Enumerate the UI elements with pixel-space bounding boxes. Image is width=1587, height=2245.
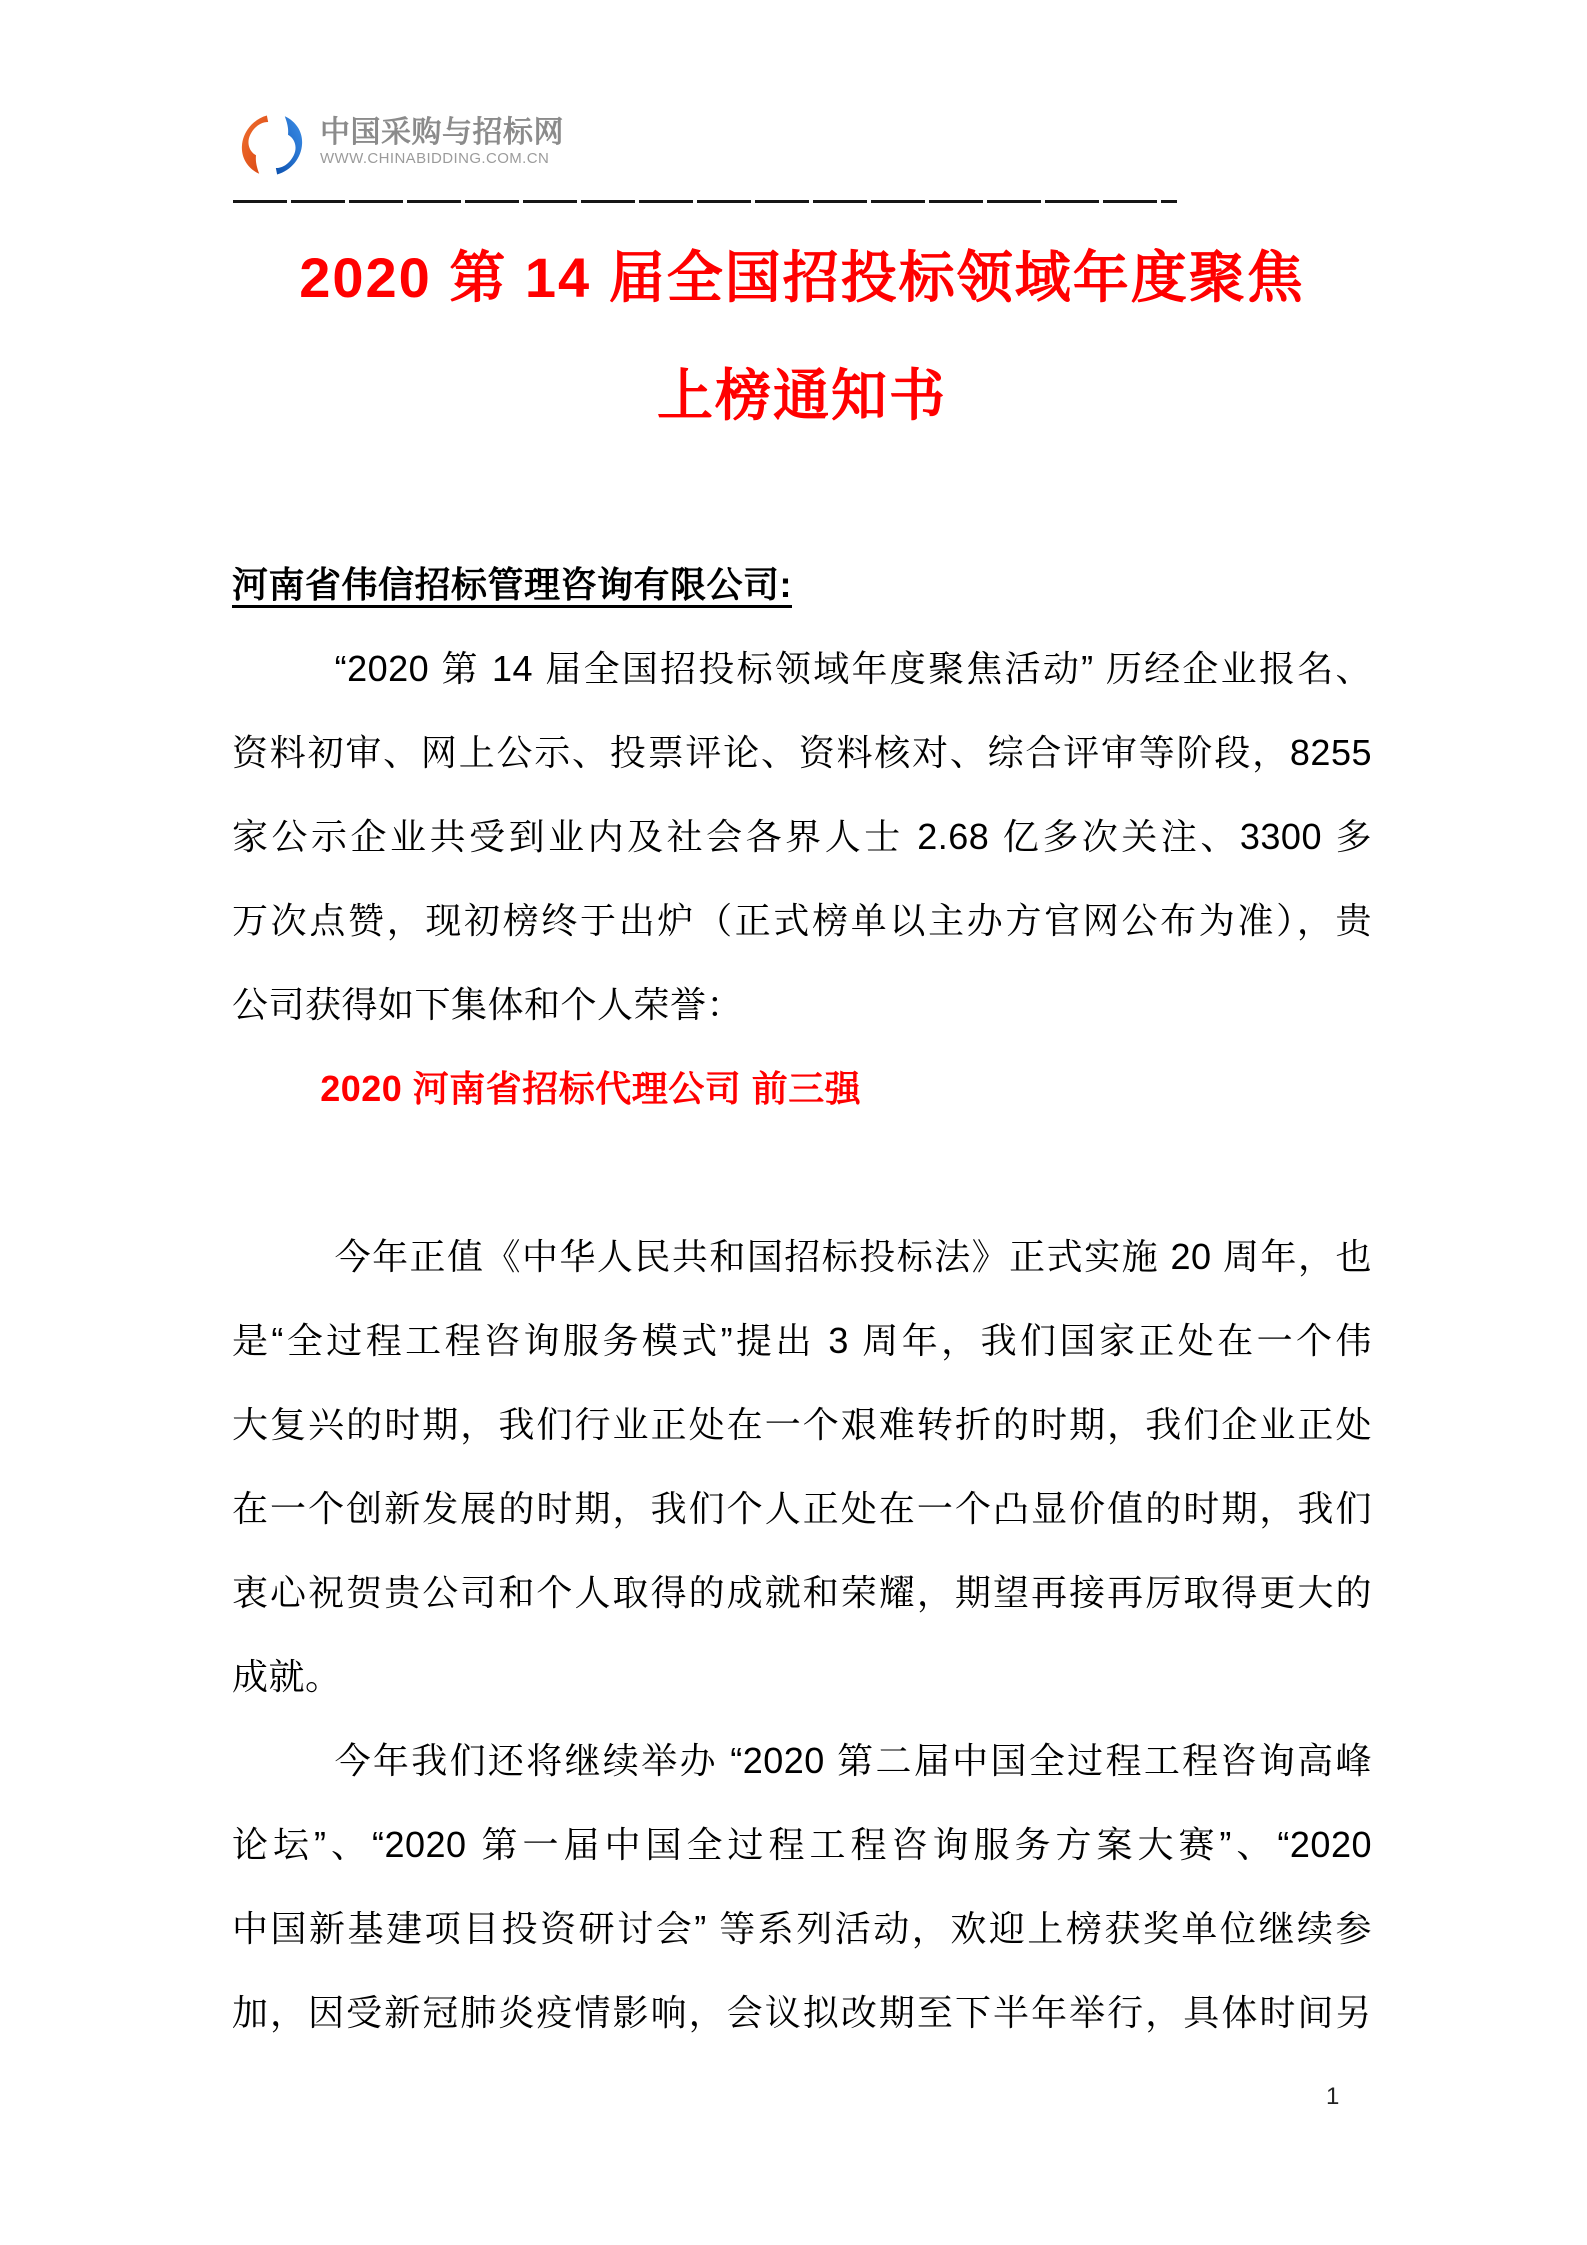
text-line: 在一个创新发展的时期，我们个人正处在一个凸显价值的时期，我们 <box>232 1488 1372 1529</box>
recipient-heading <box>232 543 1372 627</box>
text-line: 家公示企业共受到业内及社会各界人士 2.68 亿多次关注、3300 多 <box>232 816 1372 857</box>
chinabidding-logo-icon <box>240 115 304 175</box>
logo-url: WWW.CHINABIDDING.COM.CN <box>320 150 550 167</box>
text-line: 成就。 <box>232 1656 342 1697</box>
header-divider <box>233 200 1177 203</box>
document-body <box>232 543 1372 2055</box>
text-line: 中国新基建项目投资研讨会” 等系列活动，欢迎上榜获奖单位继续参 <box>232 1908 1372 1949</box>
text-line: 资料初审、网上公示、投票评论、资料核对、综合评审等阶段，8255 <box>232 732 1372 773</box>
text-line: 公司获得如下集体和个人荣誉： <box>232 984 744 1025</box>
text-line: “2020 第 14 届全国招投标领域年度聚焦活动” 历经企业报名、 <box>334 648 1372 689</box>
document-title-line1: 2020 第 14 届全国招投标领域年度聚焦 <box>299 246 1305 309</box>
text-line: 衷心祝贺贵公司和个人取得的成就和荣耀，期望再接再厉取得更大的 <box>232 1572 1372 1613</box>
text-line: 今年我们还将继续举办 “2020 第二届中国全过程工程咨询高峰 <box>334 1740 1372 1781</box>
text-line: 今年正值《中华人民共和国招标投标法》正式实施 20 周年，也 <box>334 1236 1372 1277</box>
text-line: 大复兴的时期，我们行业正处在一个艰难转折的时期，我们企业正处 <box>232 1404 1372 1445</box>
text-line: 论坛”、“2020 第一届中国全过程工程咨询服务方案大赛”、“2020 <box>232 1824 1372 1865</box>
document-title-line2: 上榜通知书 <box>657 364 947 427</box>
award-line: 2020 河南省招标代理公司 前三强 <box>320 1068 862 1109</box>
recipient-company-name: 河南省伟信招标管理咨询有限公司: <box>232 564 792 605</box>
logo-text <box>320 115 564 168</box>
document-title <box>232 219 1372 455</box>
logo-name: 中国采购与招标网 <box>320 116 564 149</box>
chinabidding-logo <box>240 115 564 175</box>
blank-line <box>232 1131 1372 1215</box>
text-line: 万次点赞，现初榜终于出炉（正式榜单以主办方官网公布为准），贵 <box>232 900 1372 941</box>
text-line: 是“全过程工程咨询服务模式”提出 3 周年，我们国家正处在一个伟 <box>232 1320 1372 1361</box>
page-number: 1 <box>1326 2083 1340 2110</box>
text-line: 加，因受新冠肺炎疫情影响，会议拟改期至下半年举行，具体时间另 <box>232 1992 1372 2033</box>
